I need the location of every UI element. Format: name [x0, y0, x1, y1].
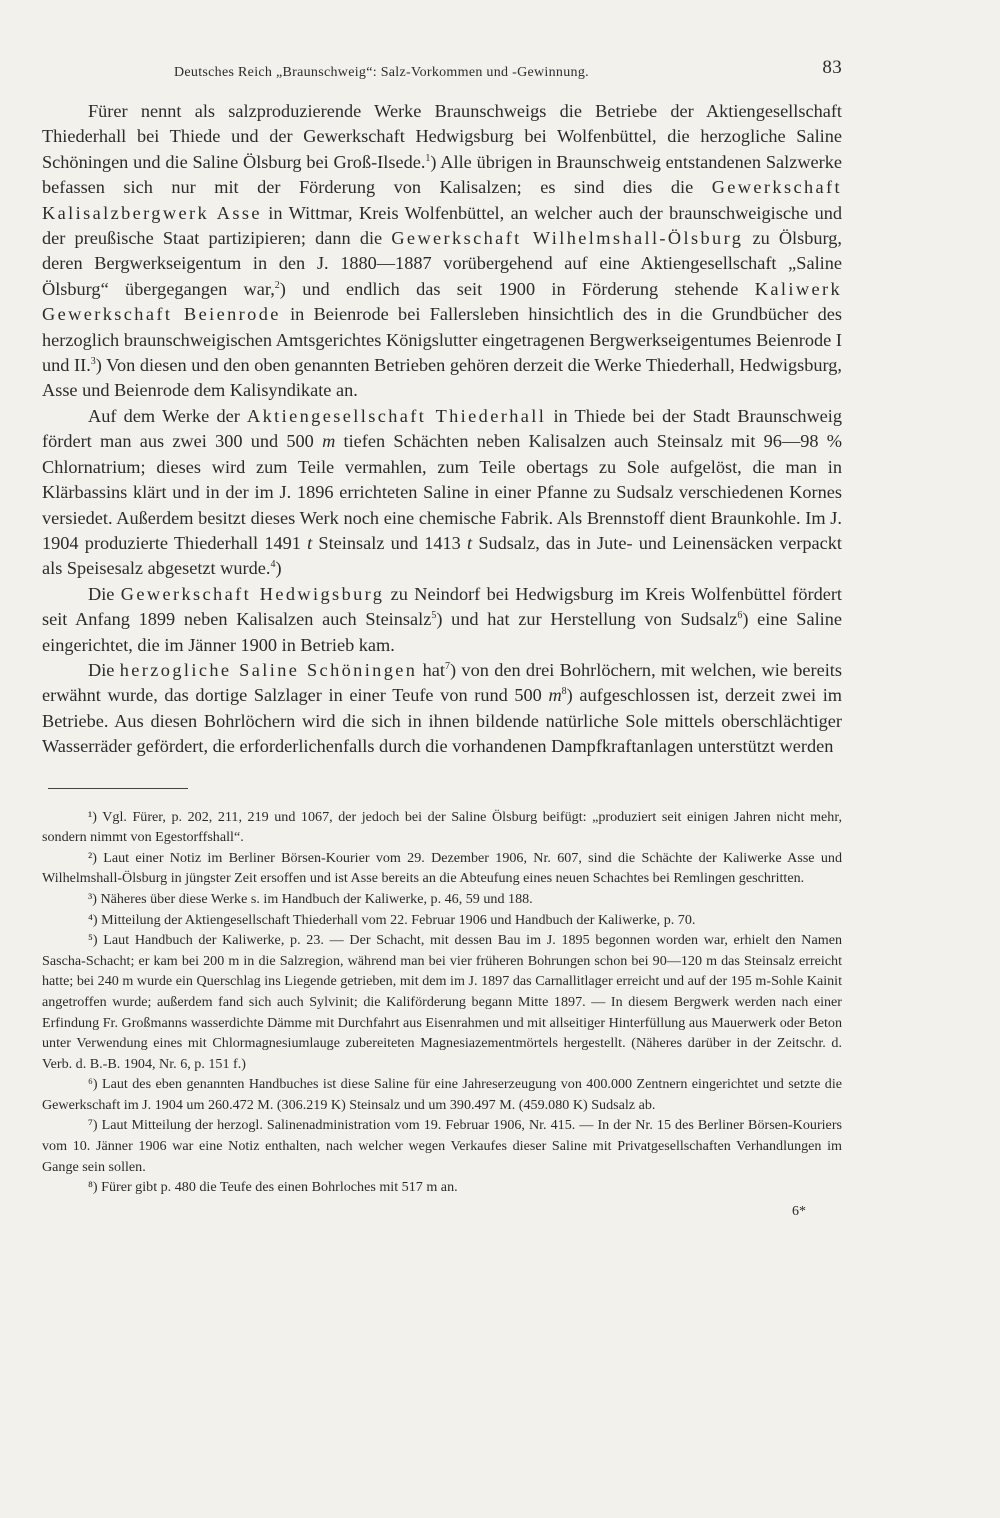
paragraph-3	[42, 582, 842, 658]
text-run: in Beienrode bei Fallersleben hinsichtlich des in die Grundbücher des herzoglich braunschweigischen Amtsgerichtes Königslutter eingetragenen Bergwerkseigentumes Beienrode I und II.	[42, 304, 842, 376]
footnote-2: ²) Laut einer Notiz im Berliner Börsen-Kourier vom 29. Dezember 1906, Nr. 607, sind die Schächte der Kaliwerke Asse und Wilhelmshall-Ölsburg in jüngster Zeit ersoffen und ist Asse bereits an die Abteufung eines neuen Schachtes bei Remlingen geschritten.	[42, 849, 842, 887]
footnote-ref: 7	[445, 660, 450, 672]
text-run: ) Von diesen und den oben genannten Betrieben gehören derzeit die Werke Thiederhall, Hedwigsburg, Asse und Beienrode dem Kalisyndikate an.	[42, 355, 842, 401]
text-run: Steinsalz und 1413	[312, 532, 468, 553]
emphasis-run: Kaliwerk Gewerkschaft Beienrode	[42, 278, 842, 325]
document-page	[42, 55, 842, 1220]
paragraph-2	[42, 404, 842, 582]
paragraph-1	[42, 99, 842, 404]
footnote-ref: 2	[274, 279, 280, 291]
text-run: Fürer nennt als salzproduzierende Werke Braunschweigs die Betriebe der Aktiengesellschaft Thiederhall bei Thiede und der Gewerkschaft Hedwigsburg bei Wolfenbüttel, die herzogliche Saline Schöningen und die Saline Ölsburg bei Groß-Ilsede.	[42, 101, 842, 172]
footnote-ref: 3	[90, 355, 96, 367]
footnote-7: ⁷) Laut Mitteilung der herzogl. Salinenadministration vom 19. Februar 1906, Nr. 415. — In der Nr. 15 des Berliner Börsen-Kouriers vom 10. Jänner 1906 war eine Notiz enthalten, nach welcher wegen Verkaufes dieser Saline mit Privatgesellschaften Verhandlungen im Gange sein sollen.	[42, 1117, 842, 1175]
footnote-ref: 4	[270, 559, 276, 571]
page-number: 83	[822, 57, 842, 78]
text-run: in Thiede bei der Stadt Braunschweig fördert man aus zwei 300 und 500	[42, 405, 843, 452]
text-run: Die	[88, 583, 121, 604]
page-header	[42, 55, 842, 85]
text-run: Auf dem Werke der	[88, 405, 248, 426]
signature-mark: 6*	[792, 1203, 806, 1219]
footnote-1: ¹) Vgl. Fürer, p. 202, 211, 219 und 1067, der jedoch bei der Saline Ölsburg beifügt: „produziert seit einigen Jahren nicht mehr, sondern nimmt von Egestorffshall“.	[42, 808, 842, 846]
text-run: )	[275, 558, 282, 579]
running-title: Deutsches Reich „Braunschweig“: Salz-Vorkommen und -Gewinnung.	[174, 65, 589, 80]
footnote-ref: 1	[425, 152, 431, 164]
footnote-3: ³) Näheres über diese Werke s. im Handbuch der Kaliwerke, p. 46, 59 und 188.	[88, 890, 533, 907]
footnote-6: ⁶) Laut des eben genannten Handbuches ist diese Saline für eine Jahreserzeugung von 400.000 Zentnern eingerichtet und setzte die Gewerkschaft im J. 1904 um 260.472 M. (306.219 K) Steinsalz und um 390.497 M. (459.080 K) Sudsalz ab.	[42, 1076, 842, 1113]
footnote-8: ⁸) Fürer gibt p. 480 die Teufe des einen Bohrloches mit 517 m an.	[88, 1179, 458, 1196]
text-run: ) eine Saline eingerichtet, die im Jänner 1900 in Betrieb kam.	[42, 609, 842, 655]
unit: t	[467, 532, 473, 553]
footnotes	[42, 807, 842, 1198]
footnote-4: ⁴) Mitteilung der Aktiengesellschaft Thiederhall vom 22. Februar 1906 und Handbuch der Kaliwerke, p. 70.	[88, 911, 696, 928]
text-run: Sudsalz, das in Jute- und Leinensäcken verpackt als Speisesalz abgesetzt wurde.	[42, 532, 842, 579]
text-run: ) und endlich das seit 1900 in Förderung stehende	[279, 278, 755, 299]
footnote-ref: 6	[737, 610, 743, 622]
text-run: ) Alle übrigen in Braunschweig entstandenen Salzwerke befassen sich nur mit der Förderung von Kalisalzen; es sind dies die	[42, 151, 843, 198]
footnote-ref: 5	[431, 610, 437, 622]
emphasis-run: Gewerkschaft Kalisalzbergwerk Asse	[42, 177, 842, 223]
emphasis-run: Gewerkschaft Wilhelmshall-Ölsburg	[391, 228, 744, 249]
unit: t	[307, 532, 313, 553]
text-run: ) und hat zur Herstellung von Sudsalz	[436, 609, 738, 630]
footnote-divider	[48, 788, 188, 789]
unit: m	[548, 685, 562, 706]
main-text	[42, 99, 842, 760]
text-run: Die	[88, 659, 120, 680]
text-run: tiefen Schächten neben Kalisalzen auch Steinsalz mit 96—98 %	[335, 431, 842, 452]
text-run: zu Neindorf bei Hedwigsburg im Kreis Wolfenbüttel fördert seit Anfang 1899 neben Kalisalzen auch Steinsalz	[42, 583, 843, 630]
emphasis-run: Aktiengesellschaft Thiederhall	[247, 405, 547, 426]
paragraph-4	[42, 658, 842, 760]
text-run: hat	[417, 659, 445, 680]
emphasis-run: Gewerkschaft Hedwigsburg	[120, 583, 385, 604]
unit: m	[322, 431, 336, 452]
footnote-5: ⁵) Laut Handbuch der Kaliwerke, p. 23. — Der Schacht, mit dessen Bau im J. 1895 begonnen worden war, erhielt den Namen Sascha-Schacht; er kam bei 200 m in die Salzregion, während man bei vier früheren Bohrungen schon bei 90—120 m das Steinsalz erreicht hatte; bei 240 m wurde ein Querschlag ins Liegende getrieben, mit dem im J. 1897 das Carnallitlager erreicht und auf der 195 m-Sohle Kainit angetroffen wurde; außerdem fand sich auch Sylvinit; die Kaliförderung begann Mitte 1897. — In diesem Bergwerk werden nach einer Erfindung Fr. Großmanns wasserdichte Dämme mit Durchfahrt aus Eisenrahmen und mit allseitiger Hinterfüllung aus Mauerwerk oder Beton unter Verwendung eines mit Chlormagnesiumlauge zubereiteten Magnesiazementmörtels hergestellt. (Näheres darüber in der Zeitschr. d. Verb. d. B.-B. 1904, Nr. 6, p. 151 f.)	[42, 932, 842, 1072]
text-run: Chlornatrium; dieses wird zum Teile vermahlen, zum Teile obertags zu Sole aufgelöst, die man in Klärbassins klärt und in der im J. 1896 errichteten Saline in einer Pfanne zu Sudsalz verschiedenen Kornes versiedet. Außerdem besitzt dieses Werk noch eine chemische Fabrik. Als Brennstoff dient Braunkohle. Im J. 1904 produzierte Thiederhall 1491	[42, 456, 842, 553]
text-run: in Wittmar, Kreis Wolfenbüttel, an welcher auch der braunschweigische und der preußische Staat partizipieren; dann die	[42, 202, 842, 249]
footnote-ref: 8	[561, 686, 567, 698]
text-run: zu Ölsburg, deren Bergwerkseigentum in den J. 1880—1887 vorübergehend auf eine Aktiengesellschaft „Saline Ölsburg“ übergegangen war,	[42, 228, 843, 299]
emphasis-run: herzogliche Saline Schöningen	[119, 659, 418, 680]
text-run: ) aufgeschlossen ist, derzeit zwei im Betriebe. Aus diesen Bohrlöchern wird die sich in ihnen bildende natürliche Sole mittels oberschlächtiger Wasserräder gefördert, die erforderlichenfalls durch die vorhandenen Dampfkraftanlagen unterstützt werden	[42, 685, 842, 757]
text-run: ) von den drei Bohrlöchern, mit welchen, wie bereits erwähnt wurde, das dortige Salzlager in einer Teufe von rund 500	[42, 659, 842, 706]
